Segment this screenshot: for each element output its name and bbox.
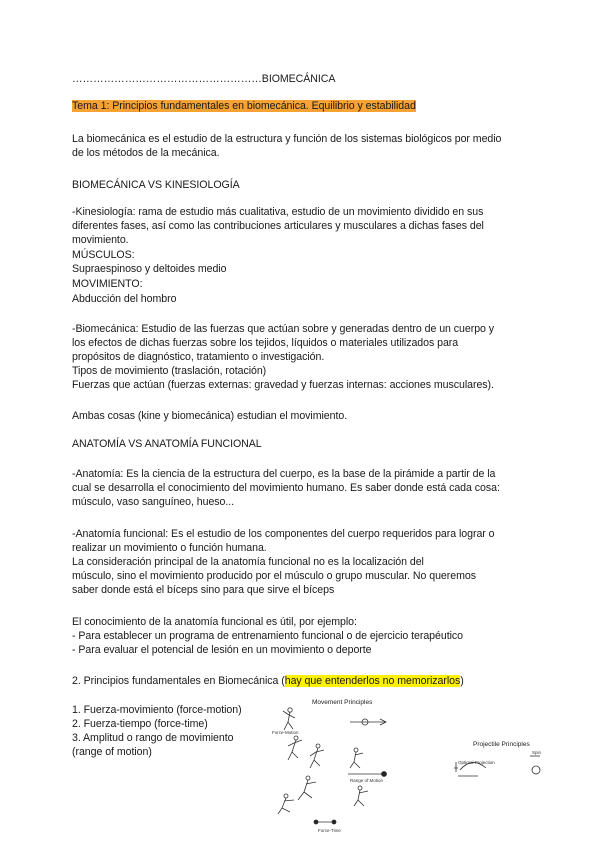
biomecanica-line-3: propósitos de diagnóstico, tratamiento o investigación. xyxy=(72,351,325,363)
biomecanica-line-1: -Biomecánica: Estudio de las fuerzas que actúan sobre y generadas dentro de un cuerpo y xyxy=(72,323,495,335)
ambas-cosas: Ambas cosas (kine y biomecánica) estudian el movimiento. xyxy=(72,410,348,422)
figure-title-projectile: Projectile Principles xyxy=(473,741,530,748)
anat-funcional-line-2: realizar un movimiento o función humana. xyxy=(72,542,267,554)
section-2-text: 2. Principios fundamentales en Biomecánica ( xyxy=(72,675,285,687)
doc-title: BIOMECÁNICA xyxy=(261,73,336,85)
conocimiento-line-1: El conocimiento de la anatomía funcional es útil, por ejemplo: xyxy=(72,616,357,628)
principles-figure xyxy=(268,696,568,836)
label-optimal-projection: Optimal Projection xyxy=(458,760,495,765)
anatomia-line-2: cual se desarrolla el conocimiento del movimiento humano. Es saber donde está cada cosa: xyxy=(72,482,500,494)
tema1-highlight: Tema 1: Principios fundamentales en biomecánica. Equilibrio y estabilidad xyxy=(72,100,416,112)
conocimiento-line-3: - Para evaluar el potencial de lesión en un movimiento o deporte xyxy=(72,644,372,656)
anat-funcional-line-3: La consideración principal de la anatomía funcional no es la localización del xyxy=(72,556,424,568)
kinesiologia-line-3: movimiento. xyxy=(72,234,129,246)
movimiento-value: Abducción del hombro xyxy=(72,293,177,305)
principle-3: 3. Amplitud o rango de movimiento xyxy=(72,732,234,744)
anatomia-line-1: -Anatomía: Es la ciencia de la estructura del cuerpo, es la base de la pirámide a partir de la xyxy=(72,468,496,480)
athlete-sketches xyxy=(278,708,540,824)
section-biomecanica-vs-kinesiologia: BIOMECÁNICA VS KINESIOLOGÍA xyxy=(72,179,240,191)
figure-title-movement: Movement Principles xyxy=(312,699,373,706)
anat-funcional-line-4: músculo, sino el movimiento producido por el músculo o grupo muscular. No queremos xyxy=(72,570,476,582)
section-2-heading xyxy=(72,674,464,688)
movimiento-label: MOVIMIENTO: xyxy=(72,278,143,290)
section-anatomia-vs-funcional: ANATOMÍA VS ANATOMÍA FUNCIONAL xyxy=(72,438,262,450)
tema1-heading xyxy=(72,99,416,113)
principle-2: 2. Fuerza-tiempo (force-time) xyxy=(72,718,208,730)
section-2-end: ) xyxy=(460,675,464,687)
intro-line-2: de los métodos de la mecánica. xyxy=(72,147,220,159)
conocimiento-line-2: - Para establecer un programa de entrenamiento funcional o de ejercicio terapéutico xyxy=(72,630,463,642)
section-2-highlight: hay que entenderlos no memorizarlos xyxy=(284,675,461,687)
label-range-of-motion: Range of Motion xyxy=(350,778,384,783)
intro-line-1: La biomecánica es el estudio de la estructura y función de los sistemas biológicos por medio xyxy=(72,133,502,145)
fuerzas-actuan: Fuerzas que actúan (fuerzas externas: gravedad y fuerzas internas: acciones musculares). xyxy=(72,379,494,391)
header-dots: ……………………………………………… xyxy=(72,73,262,85)
biomecanica-line-2: los efectos de dichas fuerzas sobre los tejidos, líquidos o materiales utilizados para xyxy=(72,337,459,349)
kinesiologia-line-1: -Kinesiología: rama de estudio más cualitativa, estudio de un movimiento dividido en sus xyxy=(72,206,484,218)
anatomia-line-3: músculo, vaso sanguíneo, hueso... xyxy=(72,496,235,508)
anat-funcional-line-1: -Anatomía funcional: Es el estudio de los componentes del cuerpo requeridos para lograr o xyxy=(72,528,495,540)
principle-1: 1. Fuerza-movimiento (force-motion) xyxy=(72,704,242,716)
musculos-label: MÚSCULOS: xyxy=(72,249,135,261)
label-force-time: Force-Time xyxy=(318,828,341,833)
principle-3-cont: (range of motion) xyxy=(72,746,152,758)
musculos-value: Supraespinoso y deltoides medio xyxy=(72,263,227,275)
label-force-motion: Force-Motion xyxy=(272,730,299,735)
kinesiologia-line-2: diferentes fases, así como las contribuciones articulares y musculares a dichas fases del xyxy=(72,220,484,232)
label-spin: Spin xyxy=(532,750,542,755)
doc-header xyxy=(72,72,335,86)
anat-funcional-line-5: saber donde está el bíceps sino para que sirve el bíceps xyxy=(72,584,335,596)
tipos-movimiento: Tipos de movimiento (traslación, rotación) xyxy=(72,365,267,377)
